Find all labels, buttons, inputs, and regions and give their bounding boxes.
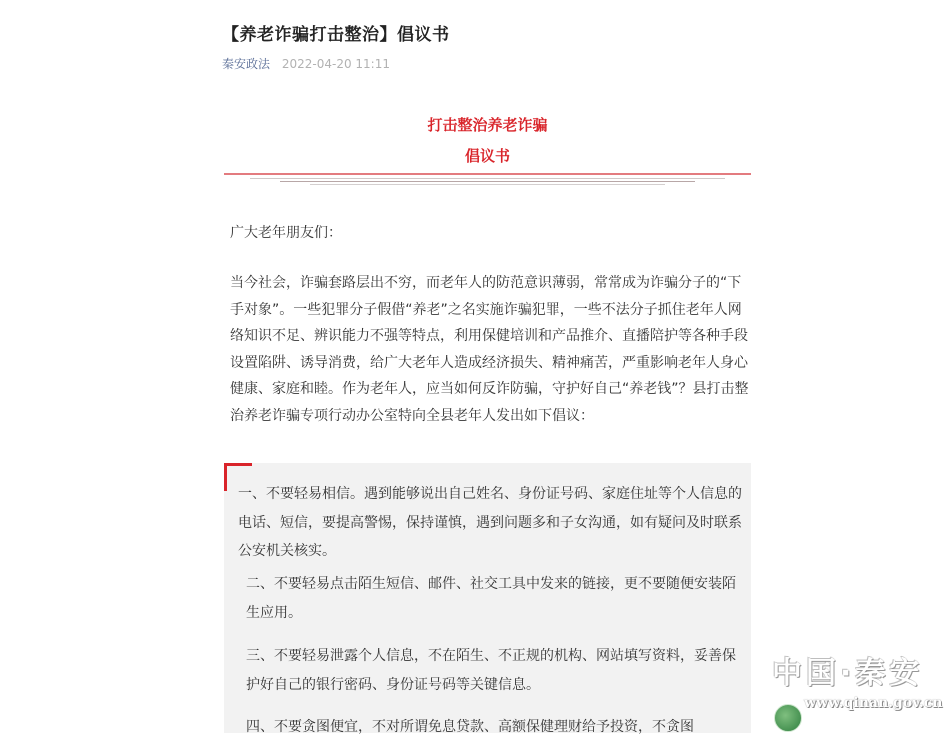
site-watermark [772, 648, 943, 721]
watermark-title: 中国·秦安 [772, 656, 924, 691]
corner-accent [224, 463, 227, 491]
corner-accent [224, 463, 252, 466]
intro-paragraph: 当今社会，诈骗套路层出不穷，而老年人的防范意识薄弱，常常成为诈骗分子的“下手对象”。一些犯罪分子假借“养老”之名实施诈骗犯罪，一些不法分子抓住老年人网络知识不足、辨识能力不强等特点，利用保健培训和产品推介、直播陪护等各种手段设置陷阱、诱导消费，给广大老年人造成经济损失、精神痛苦，严重影响老年人身心健康、家庭和睦。作为老年人，应当如何反诈防骗，守护好自己“养老钱”？县打击整治养老诈骗专项行动办公室特向全县老年人发出如下倡议： [230, 275, 749, 424]
banner-subtitle: 倡议书 [464, 147, 510, 165]
divider-line [310, 184, 665, 185]
proposal-item: 四、不要贪图便宜，不对所谓免息贷款、高额保健理财给予投资，不贪图 [246, 719, 694, 735]
proposal-panel [224, 463, 751, 733]
proposal-item: 三、不要轻易泄露个人信息，不在陌生、不正规的机构、网站填写资料，妥善保护好自己的银行密码、身份证号码等关键信息。 [246, 648, 736, 693]
article-meta [222, 55, 390, 72]
proposal-item: 二、不要轻易点击陌生短信、邮件、社交工具中发来的链接，更不要随便安装陌生应用。 [246, 576, 736, 621]
emblem-icon [774, 704, 802, 732]
article-title: 【养老诈骗打击整治】倡议书 [222, 25, 450, 45]
banner-title: 打击整治养老诈骗 [427, 116, 548, 134]
divider-line [250, 178, 725, 179]
publish-date: 2022-04-20 11:11 [281, 57, 390, 71]
account-name-link[interactable]: 秦安政法 [222, 57, 271, 71]
watermark-url: www.qinan.gov.cn [804, 695, 943, 711]
divider-line [280, 181, 695, 182]
greeting-paragraph: 广大老年朋友们： [230, 225, 342, 241]
divider-line [224, 173, 751, 175]
proposal-item: 一、不要轻易相信。遇到能够说出自己姓名、身份证号码、家庭住址等个人信息的电话、短信，要提高警惕，保持谨慎，遇到问题多和子女沟通，如有疑问及时联系公安机关核实。 [238, 486, 742, 559]
